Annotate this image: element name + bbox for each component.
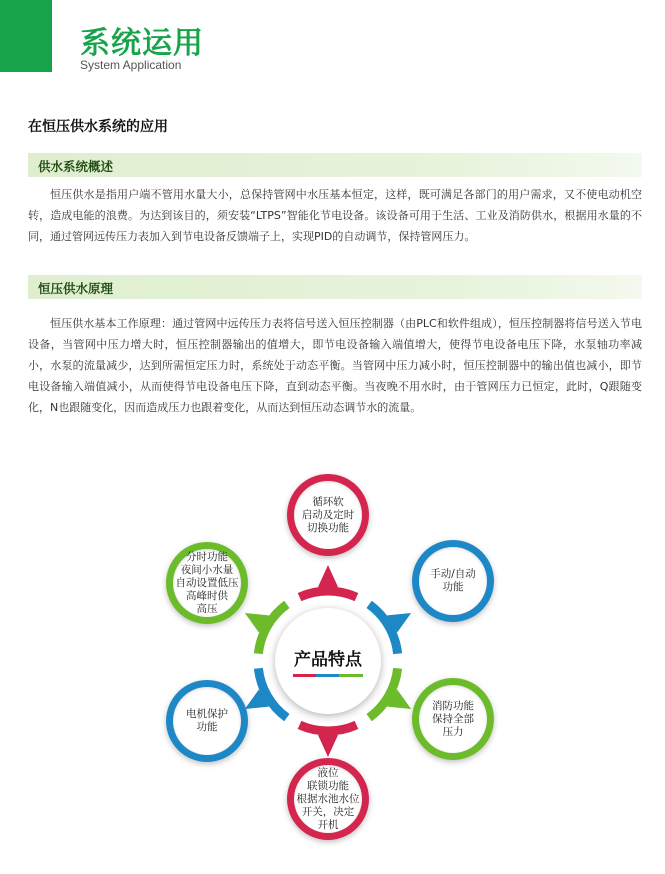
overview-paragraph: 恒压供水是指用户端不管用水量大小，总保持管网中水压基本恒定，这样，既可满足各部门的用户需求，又不使电动机空转，造成电能的浪费。为达到该目的，须安装“LTPS”智能化节电设备。该设备可用于生活、工业及消防供水，根据用水量的不同，通过管网远传压力表加入到节电设备反馈端子上，实现PID的自动调节，保持管网压力。: [28, 188, 642, 243]
principle-heading: 恒压供水原理: [38, 281, 114, 296]
feature-node-lower-left-label: 电机保护 功能: [186, 708, 228, 733]
overview-heading: 供水系统概述: [38, 159, 114, 174]
feature-node-lower-right: [412, 678, 494, 760]
feature-node-top: [287, 474, 369, 556]
feature-node-upper-left: [166, 542, 248, 624]
header-accent-bar: [0, 0, 52, 72]
feature-node-upper-left-label: 分时功能 夜间小水量 自动设置低压 高峰时供 高压: [175, 550, 239, 615]
page-title: 系统运用: [80, 26, 204, 61]
features-diagram: [160, 468, 500, 858]
feature-node-bottom-inner: [294, 765, 362, 833]
center-label: 产品特点: [294, 650, 362, 670]
center-circle: [275, 608, 381, 714]
section-heading: 在恒压供水系统的应用: [28, 119, 168, 135]
overview-heading-band: [28, 153, 642, 177]
feature-node-top-label: 循环软 启动及定时 切换功能: [301, 495, 355, 534]
feature-node-lower-left-inner: [173, 687, 241, 755]
feature-node-lower-right-inner: [419, 685, 487, 753]
principle-paragraph: 恒压供水基本工作原理：通过管网中远传压力表将信号送入恒压控制器（由PLC和软件组成），恒压控制器将信号送入节电设备，当管网中压力增大时，恒压控制器输出的值增大，即节电设备输入端值增大，使得节电设备电压下降，水泵轴功率减小，水泵的流量减少，达到所需恒定压力时，系统处于动态平衡。当管网中压力减小时，恒压控制器中的输出值也减小，即节电设备输入端值减小，从而使得节电设备电压下降，直到动态平衡。当夜晚不用水时，由于管网压力已恒定，此时，Q跟随变化，N也跟随变化，因而造成压力也跟着变化，从而达到恒压动态调节水的流量。: [28, 317, 642, 414]
page-subtitle: System Application: [80, 58, 182, 72]
arrow-bottom: [300, 725, 357, 757]
arrow-top: [300, 565, 357, 597]
center-underline: [293, 674, 363, 677]
feature-node-lower-right-label: 消防功能 保持全部 压力: [432, 699, 474, 738]
principle-heading-band: [28, 275, 642, 299]
feature-node-upper-right-inner: [419, 547, 487, 615]
feature-node-bottom-label: 液位 联锁功能 根据水池水位 开关，决定 开机: [296, 766, 360, 831]
feature-node-lower-left: [166, 680, 248, 762]
feature-node-upper-right: [412, 540, 494, 622]
feature-node-upper-right-label: 手动/自动 功能: [430, 568, 476, 593]
feature-node-upper-left-inner: [173, 549, 241, 617]
feature-node-bottom: [287, 758, 369, 840]
feature-node-top-inner: [294, 481, 362, 549]
